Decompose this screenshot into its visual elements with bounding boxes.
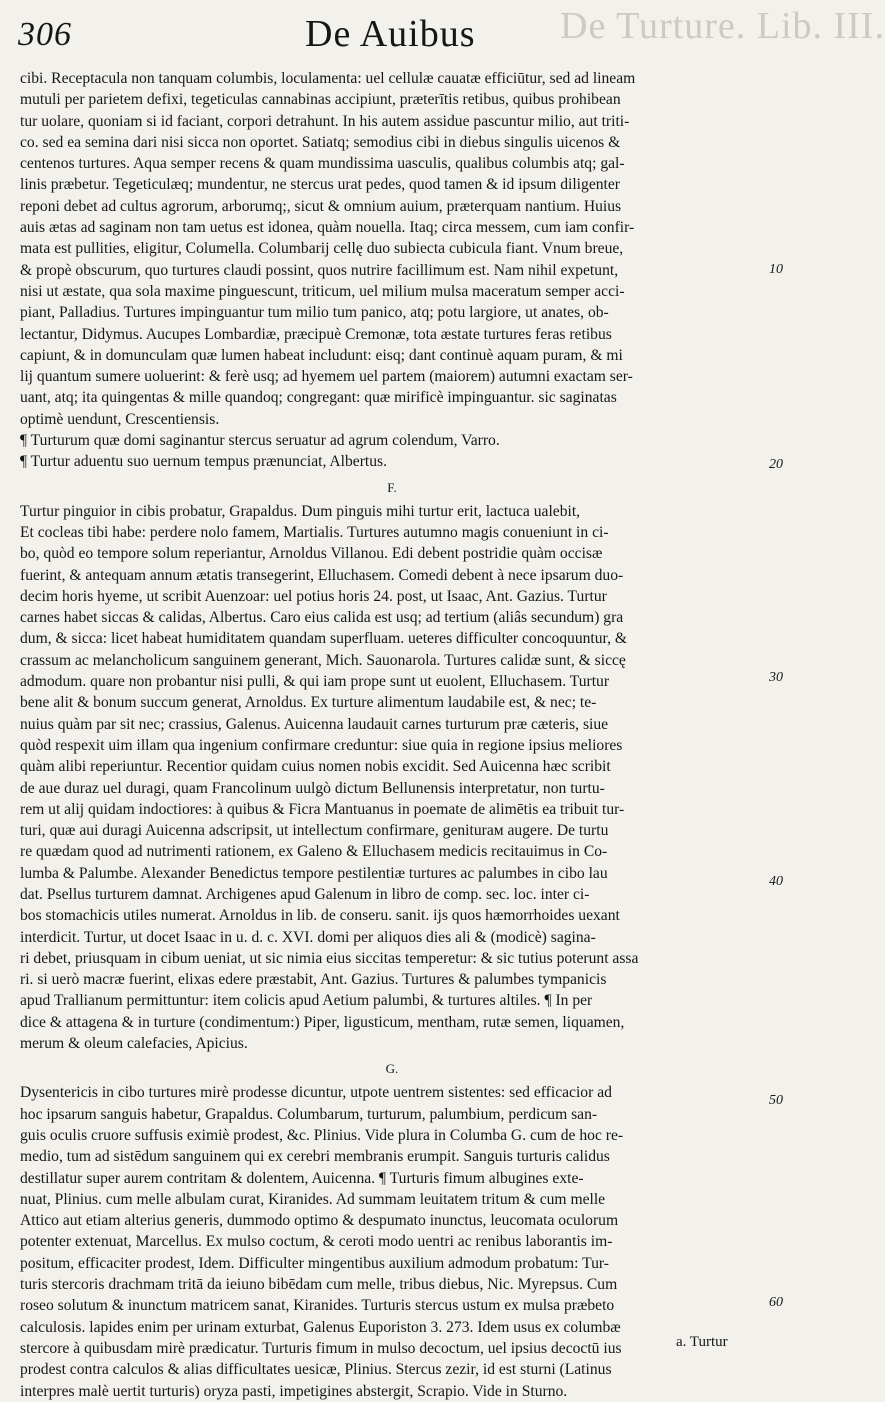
text-line: rem ut alij quidam indoctiores: à quibus & Ficra Mantuanus in poemate de alimētis ea tribuit tur-: [20, 800, 625, 818]
text-line: re quædam quod ad nutrimenti rationem, ex Galeno & Elluchasem medicis recitauimus in Co-: [20, 843, 608, 861]
text-body: [20, 68, 764, 1402]
text-line: de aue duraz uel duragi, quam Francolinum uulgò dictum Bellunensis interpretatur, non turtu-: [20, 779, 605, 797]
text-line: turis stercoris drachmam tritā da ieiuno bibēdam cum melle, tribus diebus, Nic. Myrepsus. Cum: [20, 1276, 618, 1294]
text-line: interdicit. Turtur, ut docet Isaac in u. d. c. XVI. domi per aliquos dies ali & (modicè) sagina-: [20, 928, 596, 946]
text-line: quòd respexit uim illam qua ingenium confirmare creduntur: siue quia in regione ipsius meliores: [20, 736, 623, 754]
margin-line-number: 10: [769, 262, 783, 277]
section-letter-g: G.: [385, 1061, 399, 1077]
text-line: mutuli per parietem defixi, tegeticulas cannabinas accipiunt, præterītis retibus, quibus prohibean: [20, 91, 621, 109]
text-line: turi, quæ aui duragi Auicenna adscripsit, ut intellectum confirmare, geniturам augere. De turtu: [20, 822, 609, 840]
bleed-through-text: De Turture. Lib. III.: [560, 5, 885, 47]
text-line: nuius quàm par sit nec; crassius, Galenus. Auicenna laudauit carnes turturum præ cæteris, siue: [20, 715, 609, 733]
text-line: ¶ Turtur aduentu suo uernum tempus prænunciat, Albertus.: [20, 453, 387, 471]
margin-line-number: 60: [769, 1295, 783, 1310]
text-line: bos stomachicis utiles numerat. Arnoldus in lib. de conseru. sanit. ijs quos hæmorrhoides uexant: [20, 907, 620, 925]
text-line: dice & attagena & in turture (condimentum:) Piper, ligusticum, mentham, rutæ semen, liquamen,: [20, 1013, 625, 1031]
text-line: admodum. quare non probantur nisi pulli, & qui iam prope sunt ut euolent, Elluchasem. Turtur: [20, 673, 610, 691]
text-line: potenter extenuat, Marcellus. Ex mulso coctum, & ceroti modo uentri ac renibus laborantis im-: [20, 1233, 613, 1251]
text-line: quàm alibi reperiuntur. Recentior quidam cuius nomen nobis excidit. Sed Auicenna hæc scribit: [20, 758, 611, 776]
margin-line-number: 30: [769, 670, 783, 685]
text-line: tur uolare, quoniam si id faciant, corpori detrahunt. In his autem assidue pascuntur milio, aut triti-: [20, 112, 630, 130]
running-title: De Auibus: [305, 13, 476, 55]
text-line: crassum ac melancholicum sanguinem generant, Mich. Sauonarola. Turtures calidæ sunt, & siccę: [20, 651, 626, 669]
text-line: cibi. Receptacula non tanquam columbis, loculamenta: uel cellulæ cauatæ efficiūtur, sed ad lineam: [20, 70, 636, 87]
text-line: co. sed ea semina dari nisi sicca non oportet. Satiatq; semodius cibi in diebus singulis uicenos &: [20, 133, 621, 151]
text-line: ri. si uerò macræ fuerint, elixas edere præstabit, Ant. Gazius. Turtures & palumbes tympanicis: [20, 971, 607, 989]
text-line: calculosis. lapides enim per urinam exturbat, Galenus Euporiston 3. 273. Idem usus ex columbæ: [20, 1318, 621, 1336]
margin-line-number: 40: [769, 874, 783, 889]
text-line: fuerint, & antequam annum ætatis transegerint, Elluchasem. Comedi debent à nece ipsarum duo-: [20, 566, 624, 584]
text-line: lectantur, Didymus. Aucupes Lombardiæ, præcipuè Cremonæ, tota æstate turtures feras retibus: [20, 325, 612, 343]
text-line: positum, efficaciter prodest, Idem. Difficulter mingentibus auxilium admodum probatum: Tur-: [20, 1254, 609, 1272]
page-number: 306: [18, 16, 72, 53]
text-line: dat. Psellus turturem damnat. Archigenes apud Galenum in libro de comp. sec. loc. inter ci-: [20, 885, 590, 903]
text-line: optimè uendunt, Crescentiensis.: [20, 410, 220, 428]
text-line: roseo solutum & inunctum matricem sanat, Kiranides. Turturis stercus ustum ex mulsa præbeto: [20, 1297, 615, 1315]
text-line: ri debet, priusquam in cibum ueniat, ut sic nimia eius siccitas temperetur: & sic tutius poterunt assa: [20, 949, 639, 967]
text-line: guis oculis cruore suffusis eximiè prodest, &c. Plinius. Vide plura in Columba G. cum de hoc re-: [20, 1126, 624, 1144]
text-line: auis ætas ad saginam non tam uetus est idonea, quàm nouella. Itaq; circa messem, cum iam confir-: [20, 219, 635, 237]
text-line: carnes habet siccas & calidas, Albertus. Caro eius calida est usq; ad tertium (aliâs secundum) gra: [20, 609, 624, 627]
text-line: reponi debet ad cultus agrorum, arborumq;, sicut & omnium auium, præterquam nantium. Huius: [20, 197, 622, 215]
text-line: Attico aut etiam alterius generis, dummodo optimo & despumato inunctus, leucomata oculorum: [20, 1212, 619, 1230]
text-line: bene alit & bonum succum generat, Arnoldus. Ex turture alimentum laudabile est, & nec; te-: [20, 694, 597, 712]
text-line: apud Trallianum permittuntur: item colicis apud Aetium palumbi, & turtures altiles. ¶ In per: [20, 992, 593, 1010]
text-line: decim horis hyeme, ut scribit Auenzoar: uel potius horis 24. post, ut Isaac, Ant. Gazius. Turtur: [20, 587, 607, 605]
text-line: lij quantum sumere uoluerint: & ferè usq; ad hyemem uel partem (maiorem) autumni exactam ser-: [20, 368, 633, 386]
text-line: linis præbetur. Tegeticulæq; mundentur, ne stercus urat pedes, quod tamen & id ipsum diligenter: [20, 176, 620, 194]
text-line: piant, Palladius. Turtures impinguantur tum milio tum panico, atq; potu largiore, ut anates, ob-: [20, 304, 609, 322]
text-line: nisi ut æstate, qua sola maxime pinguescunt, triticum, uel milium mulsa maceratum semper acci-: [20, 282, 625, 300]
text-line: dum, & sicca: licet habeat humiditatem quandam superfluam. ueteres difficulter concoquuntur, &: [20, 630, 628, 648]
margin-line-number: 50: [769, 1093, 783, 1108]
text-line: destillatur super aurem contritam & dolentem, Auicenna. ¶ Turturis fimum albugines exte-: [20, 1169, 584, 1187]
text-line: bo, quòd eo tempore solum reperiantur, Arnoldus Villanou. Edi debent postridie quàm occisæ: [20, 545, 603, 563]
text-line: nuat, Plinius. cum melle albulam curat, Kiranides. Ad summam leuitatem tritum & cum melle: [20, 1190, 606, 1208]
text-line: hoc ipsarum sanguis habetur, Grapaldus. Columbarum, turturum, palumbium, perdicum san-: [20, 1105, 598, 1123]
text-line: lumba & Palumbe. Alexander Benedictus tempore pestilentiæ turtures ac palumbes in cibo lau: [20, 864, 608, 882]
text-line: Turtur pinguior in cibis probatur, Grapaldus. Dum pinguis mihi turtur erit, lactuca ualebit,: [20, 502, 581, 520]
text-line: stercore à quibusdam mirè prædicatur. Turturis fimum in mulso decoctum, uel ipsius decoctū ius: [20, 1339, 622, 1357]
text-line: centenos turtures. Aqua semper recens & quam mundissima uasculis, qualibus columbis atq; gal-: [20, 155, 625, 173]
text-line: interpres malè uertit turturis) oryza pasti, impetigines abstergit, Scrapio. Vide in Sturno.: [20, 1382, 568, 1400]
text-line: Dysentericis in cibo turtures mirè prodesse dicuntur, utpote uentrem sistentes: sed efficacior ad: [20, 1084, 612, 1102]
text-line: uant, atq; ita quingentas & mille quandoq; congregant: quæ mirificè impinguantur. sic saginatas: [20, 389, 617, 407]
catchword: a. Turtur: [676, 1334, 728, 1350]
text-line: Et cocleas tibi habe: perdere nolo famem, Martialis. Turtures autumno magis conueniunt in ci-: [20, 523, 609, 541]
text-line: ¶ Turturum quæ domi saginantur stercus seruatur ad agrum colendum, Varro.: [20, 432, 500, 450]
margin-line-number: 20: [769, 457, 783, 472]
text-line: mata est pullities, eligitur, Columella. Columbarij cellę duo subiecta cubicula fiant. Vnum breue,: [20, 240, 624, 258]
text-line: & propè obscurum, quo turtures claudi possint, quos nutrire facillimum est. Nam nihil expetunt,: [20, 261, 619, 279]
section-letter-f: F.: [387, 479, 397, 495]
text-line: prodest contra calculos & alias difficultates uesicæ, Plinius. Stercus zezir, id est sturni (Latinus: [20, 1361, 612, 1379]
text-line: medio, tum ad sistēdum sanguinem qui ex cerebri membranis erumpit. Sanguis turturis calidus: [20, 1148, 610, 1166]
text-line: capiunt, & in domunculam quæ lumen habeat includunt: eisq; dant continuè aquam puram, & mi: [20, 346, 623, 364]
text-line: merum & oleum calefacies, Apicius.: [20, 1035, 248, 1053]
